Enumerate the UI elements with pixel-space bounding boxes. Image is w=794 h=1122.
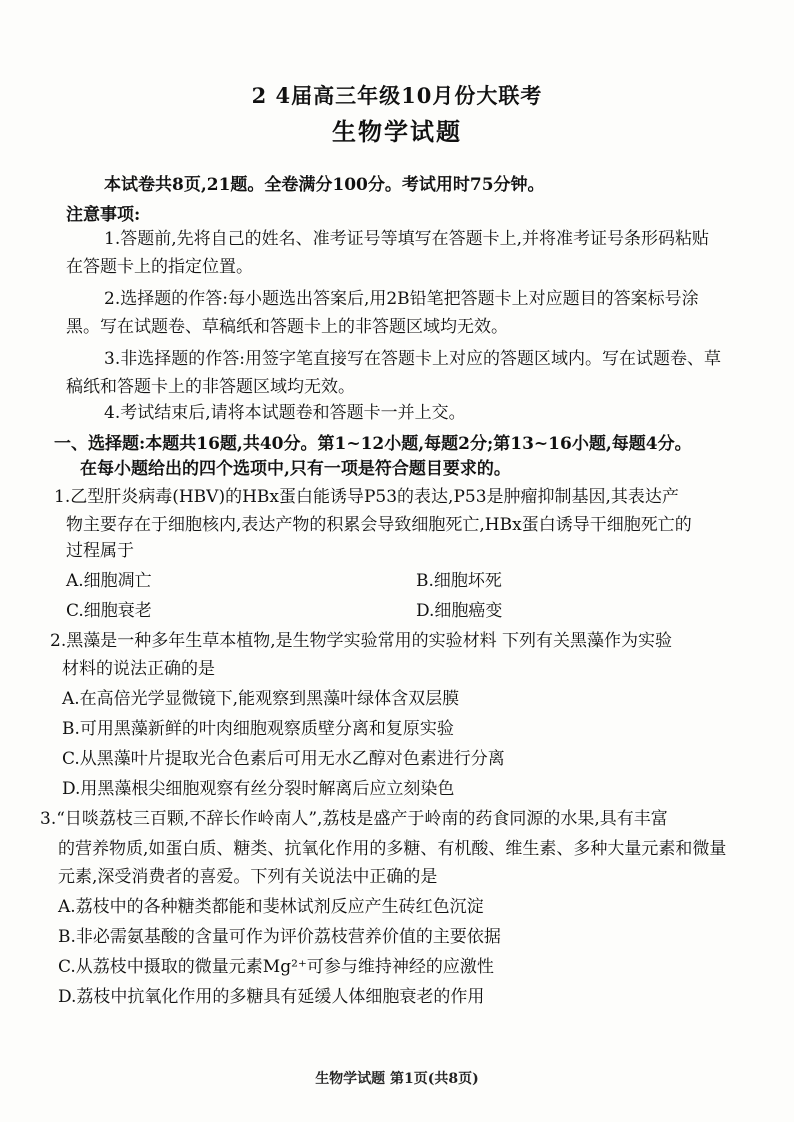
section-heading: 一、选择题:本题共16题,共40分。第1~12小题,每题2分;第13~16小题,每题4分。 [54, 434, 692, 454]
page-footer: 生物学试题 第1页(共8页) [315, 1071, 479, 1087]
note-line: 黑。写在试题卷、草稿纸和答题卡上的非答题区域均无效。 [66, 317, 508, 337]
note-line: 稿纸和答题卡上的非答题区域均无效。 [66, 377, 355, 397]
question-2-option-d: D.用黑藻根尖细胞观察有丝分裂时解离后应立刻染色 [62, 779, 455, 799]
question-2-stem: 材料的说法正确的是 [62, 659, 215, 679]
question-1-option-a: A.细胞凋亡 [66, 571, 152, 591]
question-3-stem: 元素,深受消费者的喜爱。下列有关说法中正确的是 [58, 867, 438, 887]
question-1-option-d: D.细胞癌变 [416, 601, 503, 621]
note-line: 在答题卡上的指定位置。 [66, 257, 253, 277]
note-line: 2.选择题的作答:每小题选出答案后,用2B铅笔把答题卡上对应题目的答案标号涂 [104, 289, 699, 309]
note-line: 4.考试结束后,请将本试题卷和答题卡一并上交。 [104, 403, 466, 423]
question-1-stem: 物主要存在于细胞核内,表达产物的积累会导致细胞死亡,HBx蛋白诱导干细胞死亡的 [66, 515, 692, 535]
question-2-option-c: C.从黑藻叶片提取光合色素后可用无水乙醇对色素进行分离 [62, 749, 505, 769]
section-subheading: 在每小题给出的四个选项中,只有一项是符合题目要求的。 [80, 459, 511, 479]
question-3-option-d: D.荔枝中抗氧化作用的多糖具有延缓人体细胞衰老的作用 [58, 987, 485, 1007]
question-2-option-a: A.在高倍光学显微镜下,能观察到黑藻叶绿体含双层膜 [62, 689, 460, 709]
exam-title: 2 4届高三年级10月份大联考 [251, 83, 543, 108]
exam-summary: 本试卷共8页,21题。全卷满分100分。考试用时75分钟。 [104, 175, 545, 195]
notes-heading: 注意事项: [66, 205, 141, 225]
question-3-option-c: C.从荔枝中摄取的微量元素Mg²⁺可参与维持神经的应激性 [58, 957, 494, 977]
note-line: 1.答题前,先将自己的姓名、准考证号等填写在答题卡上,并将准考证号条形码粘贴 [104, 229, 710, 249]
question-1-option-b: B.细胞坏死 [416, 571, 502, 591]
question-1-option-c: C.细胞衰老 [66, 601, 152, 621]
note-line: 3.非选择题的作答:用签字笔直接写在答题卡上对应的答题区域内。写在试题卷、草 [104, 349, 721, 369]
question-1-stem: 过程属于 [66, 541, 134, 561]
question-3-stem: 的营养物质,如蛋白质、糖类、抗氧化作用的多糖、有机酸、维生素、多种大量元素和微量 [58, 839, 727, 859]
question-3-option-a: A.荔枝中的各种糖类都能和斐林试剂反应产生砖红色沉淀 [58, 897, 484, 917]
question-1-stem: 1.乙型肝炎病毒(HBV)的HBx蛋白能诱导P53的表达,P53是肿瘤抑制基因,其表达产 [54, 487, 679, 507]
question-2-option-b: B.可用黑藻新鲜的叶肉细胞观察质壁分离和复原实验 [62, 719, 454, 739]
question-3-stem: 3.“日啖荔枝三百颗,不辞长作岭南人”,荔枝是盛产于岭南的药食同源的水果,具有丰富 [40, 809, 668, 829]
subject-title: 生物学试题 [332, 117, 462, 146]
question-3-option-b: B.非必需氨基酸的含量可作为评价荔枝营养价值的主要依据 [58, 927, 501, 947]
question-2-stem: 2.黑藻是一种多年生草本植物,是生物学实验常用的实验材料 下列有关黑藻作为实验 [50, 631, 673, 651]
